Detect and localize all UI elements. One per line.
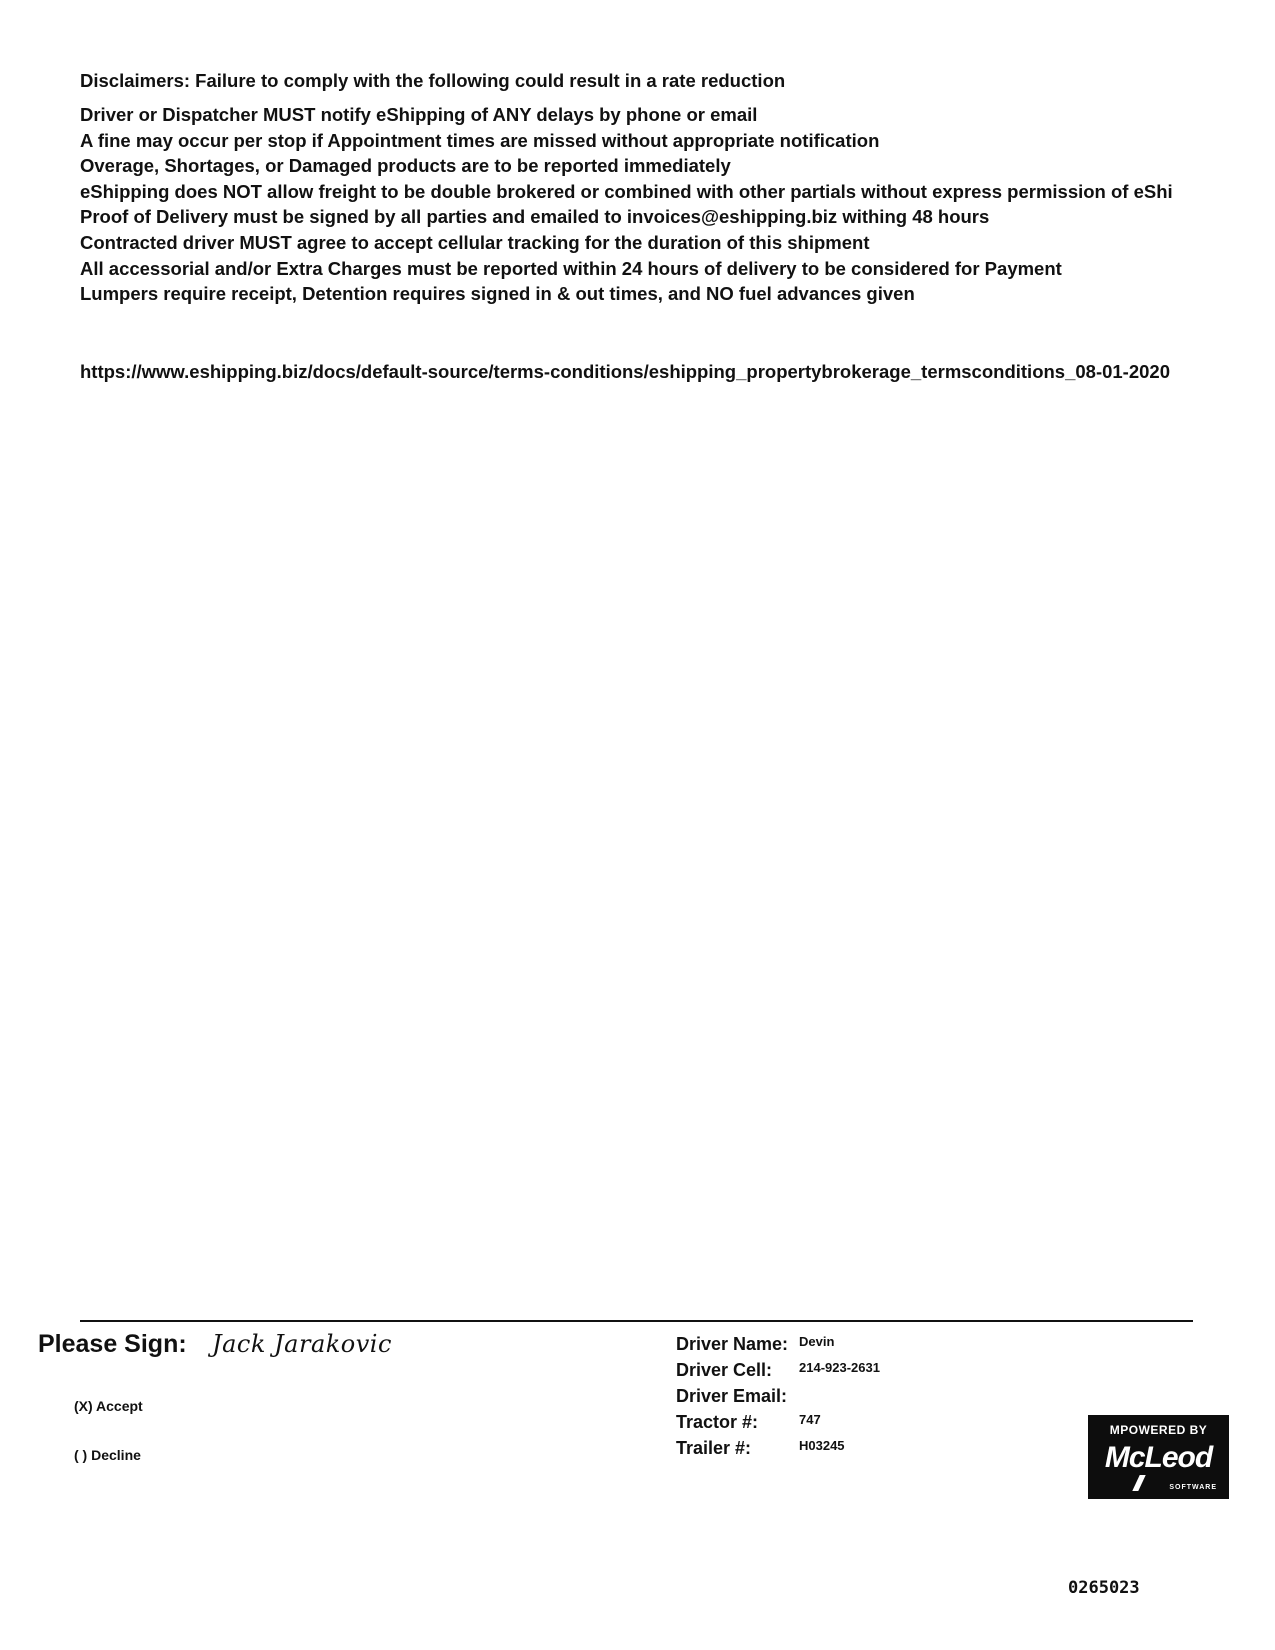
driver-name-label: Driver Name: — [676, 1334, 789, 1354]
disclaimer-item: Overage, Shortages, or Damaged products are to be reported immediately — [80, 155, 731, 177]
logo-slash-icon — [1132, 1475, 1145, 1491]
accept-option[interactable]: (X) Accept — [74, 1398, 143, 1414]
trailer-label: Trailer #: — [676, 1438, 752, 1458]
disclaimer-item: eShipping does NOT allow freight to be double brokered or combined with other partials without express permission of eShi — [80, 180, 1173, 202]
section-divider — [80, 1320, 1193, 1322]
disclaimer-item: A fine may occur per stop if Appointment times are missed without appropriate notification — [80, 129, 880, 151]
document-number: 0265023 — [1068, 1578, 1140, 1598]
driver-email-label: Driver Email: — [676, 1386, 788, 1406]
driver-name-value: Devin — [799, 1334, 835, 1349]
trailer-value: H03245 — [799, 1438, 845, 1453]
logo-tagline: MPOWERED BY — [1109, 1423, 1208, 1437]
disclaimer-item: Lumpers require receipt, Detention requires signed in & out times, and NO fuel advances given — [80, 283, 915, 305]
driver-cell-value: 214-923-2631 — [799, 1360, 880, 1375]
tractor-value: 747 — [799, 1412, 821, 1427]
signature: Jack Jarakovic — [212, 1330, 392, 1358]
disclaimer-item: Driver or Dispatcher MUST notify eShipping of ANY delays by phone or email — [80, 104, 758, 125]
driver-cell-label: Driver Cell: — [676, 1360, 773, 1380]
disclaimer-list — [80, 102, 1173, 307]
mcleod-logo — [1088, 1415, 1229, 1499]
logo-subtitle: SOFTWARE — [1169, 1484, 1217, 1491]
disclaimer-item: Contracted driver MUST agree to accept cellular tracking for the duration of this shipment — [80, 231, 870, 253]
decline-option[interactable]: ( ) Decline — [74, 1447, 141, 1463]
sign-label: Please Sign: — [38, 1330, 187, 1358]
disclaimers-title: Disclaimers: Failure to comply with the following could result in a rate reduction — [80, 70, 786, 91]
logo-brand: McLeod — [1104, 1441, 1213, 1474]
disclaimer-item: All accessorial and/or Extra Charges must be reported within 24 hours of delivery to be considered for Payment — [80, 257, 1062, 279]
tractor-label: Tractor #: — [676, 1412, 759, 1432]
terms-url: https://www.eshipping.biz/docs/default-source/terms-conditions/eshipping_propertybrokerage_termsconditions_08-01-2020 — [80, 361, 1171, 382]
disclaimer-item: Proof of Delivery must be signed by all parties and emailed to invoices@eshipping.biz withing 48 hours — [80, 206, 990, 228]
